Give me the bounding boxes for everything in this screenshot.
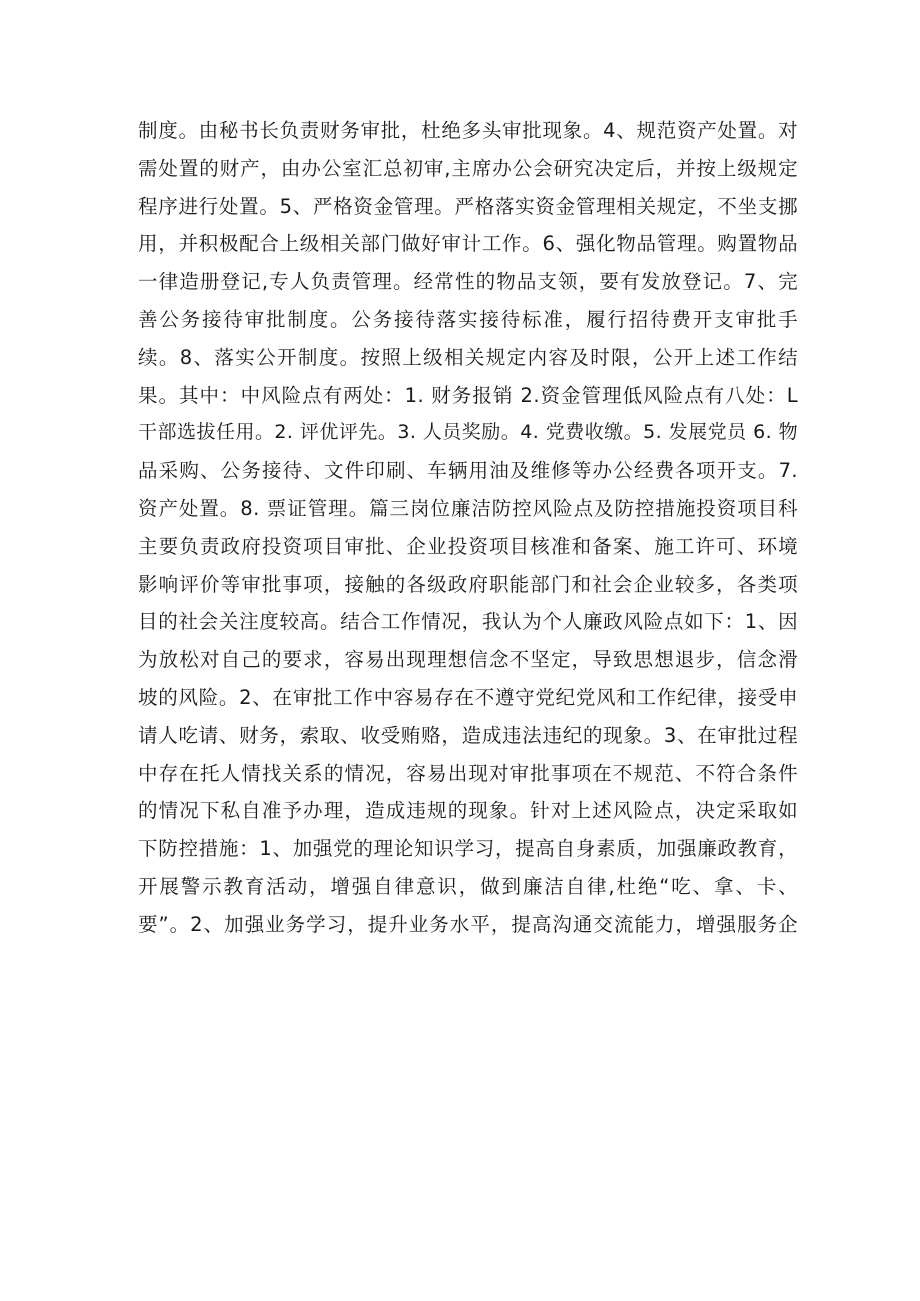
text-line: 干部选拔任用。2. 评优评先。3. 人员奖励。4. 党费收缴。5. 发展党员 6. 物 <box>138 421 798 444</box>
text-line: 资产处置。8. 票证管理。篇三岗位廉洁防控风险点及防控措施投资项目科 <box>138 496 798 520</box>
text-line: 开展警示教育活动，增强自律意识，做到廉洁自律,杜绝“吃、拿、卡、 <box>138 874 798 898</box>
text-line: 品采购、公务接待、文件印刷、车辆用油及维修等办公经费各项开支。7. <box>138 459 798 483</box>
text-line: 请人吃请、财务，索取、收受贿赂，造成违法违纪的现象。3、在审批过程 <box>138 723 798 747</box>
text-line: 主要负责政府投资项目审批、企业投资项目核准和备案、施工许可、环境 <box>138 534 798 558</box>
text-line: 影响评价等审批事项，接触的各级政府职能部门和社会企业较多，各类项 <box>138 572 798 596</box>
text-line: 需处置的财产，由办公室汇总初审,主席办公会研究决定后，并按上级规定 <box>138 156 798 180</box>
text-line: 的情况下私自准予办理，造成违规的现象。针对上述风险点，决定采取如 <box>138 799 798 823</box>
text-line: 程序进行处置。5、严格资金管理。严格落实资金管理相关规定，不坐支挪 <box>138 194 798 218</box>
text-line: 中存在托人情找关系的情况，容易出现对审批事项在不规范、不符合条件 <box>138 761 798 785</box>
text-line: 善公务接待审批制度。公务接待落实接待标准，履行招待费开支审批手 <box>138 307 798 331</box>
text-line: 下防控措施：1、加强党的理论知识学习，提高自身素质，加强廉政教育， <box>138 837 798 861</box>
text-line: 要”。2、加强业务学习，提升业务水平，提高沟通交流能力，增强服务企 <box>138 912 798 936</box>
text-line: 为放松对自己的要求，容易出现理想信念不坚定，导致思想退步，信念滑 <box>138 648 798 672</box>
body-text <box>138 112 798 944</box>
text-line: 制度。由秘书长负责财务审批，杜绝多头审批现象。4、规范资产处置。对 <box>138 119 798 142</box>
text-line: 一律造册登记,专人负责管理。经常性的物品支领，要有发放登记。7、完 <box>138 270 798 294</box>
text-line: 续。8、落实公开制度。按照上级相关规定内容及时限，公开上述工作结 <box>138 345 798 369</box>
text-line: 目的社会关注度较高。结合工作情况，我认为个人廉政风险点如下：1、因 <box>138 610 798 634</box>
text-line: 果。其中：中风险点有两处：1. 财务报销 2.资金管理低风险点有八处：L <box>138 383 798 407</box>
text-line: 用，并积极配合上级相关部门做好审计工作。6、强化物品管理。购置物品 <box>138 232 798 256</box>
text-line: 坡的风险。2、在审批工作中容易存在不遵守党纪党风和工作纪律，接受申 <box>138 685 798 709</box>
